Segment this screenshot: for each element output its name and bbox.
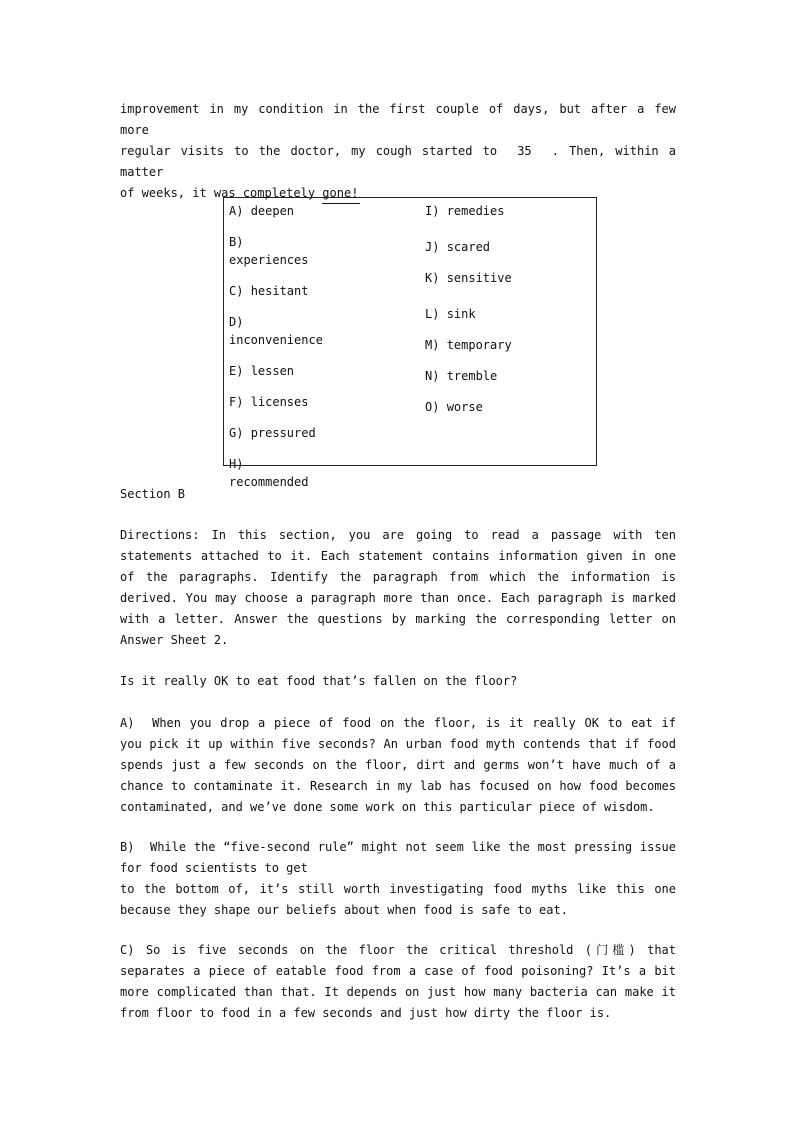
- word-bank-box: [223, 197, 597, 489]
- option-word: sensitive: [446, 271, 512, 285]
- option-word: hesitant: [250, 284, 309, 298]
- paragraph-b: [120, 837, 676, 921]
- option-letter: H): [229, 457, 244, 471]
- option-k: [425, 269, 595, 287]
- option-word: recommended: [229, 475, 309, 489]
- option-letter: K): [425, 271, 440, 285]
- intro-line-2-text: regular visits to the doctor, my cough started to: [120, 144, 498, 158]
- option-letter: C): [229, 284, 244, 298]
- option-word: remedies: [446, 204, 505, 218]
- option-word: deepen: [250, 204, 295, 218]
- option-word: scared: [446, 240, 491, 254]
- option-word: worse: [446, 400, 483, 414]
- paragraph-label: A): [120, 716, 135, 730]
- option-word: sink: [446, 307, 476, 321]
- option-letter: G): [229, 426, 244, 440]
- paragraph-text: While the “five-second rule” might not seem like the most pressing issue for food scientists to get: [120, 840, 676, 875]
- paragraph-text: When you drop a piece of food on the floor, is it really OK to eat if you pick it up within five seconds? An urban food myth contends that if food spends just a few seconds on the floor, dirt and germs won’t have much of a chance to contaminate it. Research in my lab has focused on how food becomes contaminated, and we’ve done some work on this particular piece of wisdom.: [120, 716, 677, 814]
- option-f: [229, 393, 419, 411]
- option-word: experiences: [229, 253, 309, 267]
- option-letter: O): [425, 400, 440, 414]
- option-letter: F): [229, 395, 244, 409]
- option-b: [229, 233, 419, 269]
- section-heading: Section B: [120, 487, 186, 501]
- option-letter: B): [229, 235, 244, 249]
- option-n: [425, 367, 595, 385]
- option-m: [425, 336, 595, 354]
- option-i: [425, 202, 595, 220]
- intro-line-1: improvement in my condition in the first couple of days, but after a few more: [120, 102, 676, 137]
- option-g: [229, 424, 419, 442]
- option-word: pressured: [250, 426, 316, 440]
- passage-title: Is it really OK to eat food that’s fallen on the floor?: [120, 674, 518, 688]
- paragraph-label: B): [120, 840, 135, 854]
- option-letter: I): [425, 204, 440, 218]
- option-word: lessen: [250, 364, 295, 378]
- paragraph-b-rest: to the bottom of, it’s still worth investigating food myths like this one because they shape our beliefs about when food is safe to eat.: [120, 882, 676, 917]
- word-bank-right-column: [425, 202, 595, 416]
- option-j: [425, 238, 595, 256]
- option-word: tremble: [446, 369, 498, 383]
- option-c: [229, 282, 419, 300]
- option-word: inconvenience: [229, 333, 323, 347]
- paragraph-c: [120, 940, 676, 1024]
- intro-line-2-text-b: . Then, within a matter: [120, 144, 676, 179]
- intro-paragraph: [120, 99, 676, 204]
- option-a: [229, 202, 419, 220]
- option-letter: L): [425, 307, 440, 321]
- option-d: [229, 313, 419, 349]
- option-o: [425, 398, 595, 416]
- paragraph-label: C): [120, 943, 135, 957]
- paragraph-a: [120, 713, 676, 818]
- option-e: [229, 362, 419, 380]
- option-l: [425, 305, 595, 323]
- option-letter: A): [229, 204, 244, 218]
- word-bank-left-column: [229, 202, 419, 491]
- paragraph-text: So is five seconds on the floor the critical threshold (门槛) that separates a piece of eatable food from a case of food poisoning? It’s a bit more complicated than that. It depends on just how many bacteria can make it from floor to food in a few seconds and just how dirty the floor is.: [120, 943, 676, 1020]
- intro-line-2: [120, 141, 676, 183]
- directions-paragraph: Directions: In this section, you are going to read a passage with ten statements attached to it. Each statement contains information given in one of the paragraphs. Identify the paragraph from which the information is derived. You may choose a paragraph more than once. Each paragraph is marked with a letter. Answer the questions by marking the corresponding letter on Answer Sheet 2.: [120, 528, 676, 647]
- blank-number: 35: [517, 144, 532, 158]
- option-letter: J): [425, 240, 440, 254]
- option-word: temporary: [446, 338, 512, 352]
- paragraph-b-line-1: [120, 837, 676, 879]
- option-letter: D): [229, 315, 244, 329]
- option-letter: N): [425, 369, 440, 383]
- option-letter: E): [229, 364, 244, 378]
- intro-line-3-text: of weeks, it was completely gone!: [120, 186, 359, 200]
- option-word: licenses: [250, 395, 309, 409]
- option-letter: M): [425, 338, 440, 352]
